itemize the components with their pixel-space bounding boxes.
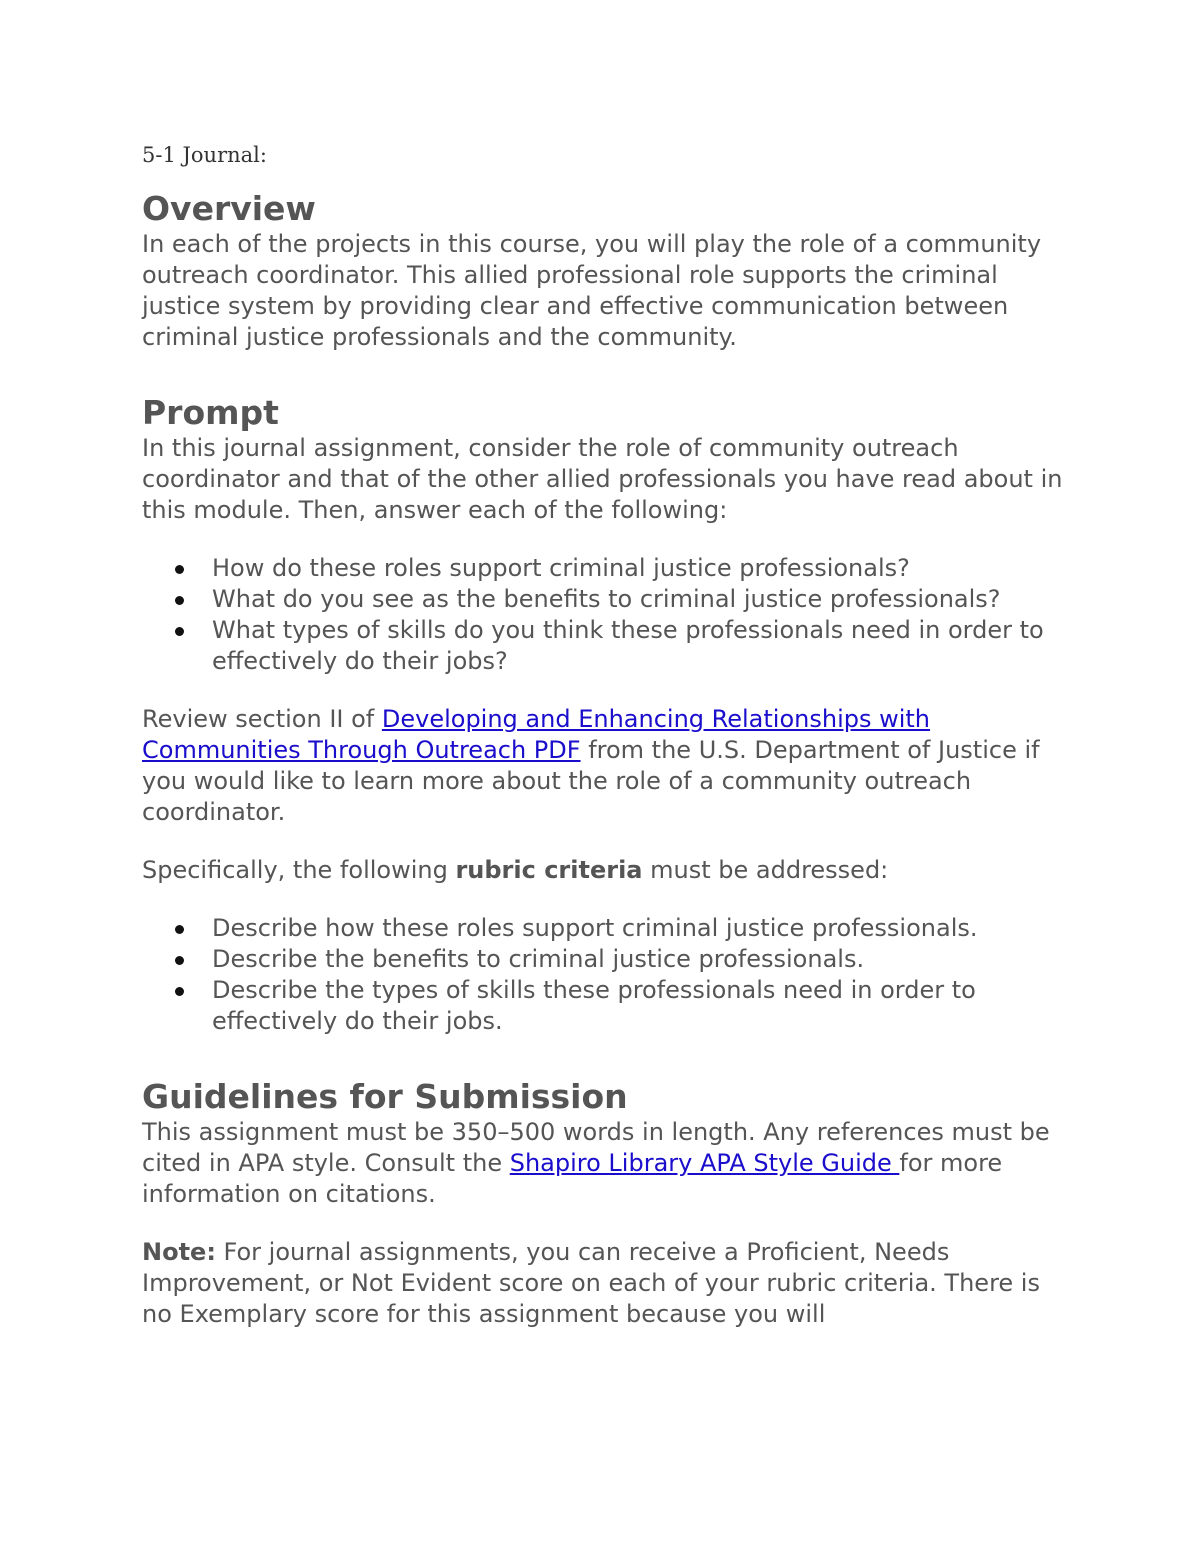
question-list: [142, 553, 1072, 677]
prompt-intro: In this journal assignment, consider the role of community outreach coordinator and that of the other allied professionals you have read about in this module. Then, answer each of the following:: [142, 434, 1063, 524]
criteria-text-after: must be addressed:: [642, 856, 889, 884]
guidelines-heading: Guidelines for Submission: [142, 1077, 628, 1116]
note-text: For journal assignments, you can receive a Proficient, Needs Improvement, or Not Evident score on each of your rubric criteria. There is no Exemplary score for this assignment because you will: [142, 1238, 1040, 1328]
list-item: Describe how these roles support criminal justice professionals.: [212, 913, 1072, 944]
guidelines-paragraph: [142, 1117, 1072, 1210]
guidelines-text-before: This assignment must be 350–500 words in length. Any references must be cited in APA style. Consult the: [142, 1118, 1050, 1177]
criteria-list: [142, 913, 1072, 1037]
overview-text: In each of the projects in this course, you will play the role of a community outreach coordinator. This allied professional role supports the criminal justice system by providing clear and effective communication between criminal justice professionals and the community.: [142, 230, 1042, 351]
note-label: Note:: [142, 1238, 216, 1266]
guidelines-text-after: for more information on citations.: [142, 1149, 1003, 1208]
review-text-after: from the U.S. Department of Justice if you would like to learn more about the role of a community outreach coordinator.: [142, 736, 1040, 826]
list-item: Describe the types of skills these professionals need in order to effectively do their jobs.: [212, 975, 1072, 1037]
list-item: What do you see as the benefits to criminal justice professionals?: [212, 584, 1072, 615]
review-paragraph: [142, 704, 1072, 828]
list-item: What types of skills do you think these professionals need in order to effectively do their jobs?: [212, 615, 1072, 677]
criteria-paragraph: [142, 855, 1072, 886]
list-item: How do these roles support criminal justice professionals?: [212, 553, 1072, 584]
document-page: [142, 140, 1072, 1330]
apa-style-guide-link[interactable]: Shapiro Library APA Style Guide: [509, 1149, 900, 1177]
criteria-text-before: Specifically, the following: [142, 856, 456, 884]
review-text-before: Review section II of: [142, 705, 382, 733]
list-item: Describe the benefits to criminal justice professionals.: [212, 944, 1072, 975]
note-paragraph: [142, 1237, 1072, 1330]
criteria-bold: rubric criteria: [455, 856, 643, 884]
prompt-heading: Prompt: [142, 393, 279, 432]
document-label: 5-1 Journal:: [142, 143, 267, 167]
outreach-pdf-link[interactable]: Developing and Enhancing Relationships with Communities Through Outreach PDF: [142, 705, 931, 764]
overview-heading: Overview: [142, 189, 316, 228]
